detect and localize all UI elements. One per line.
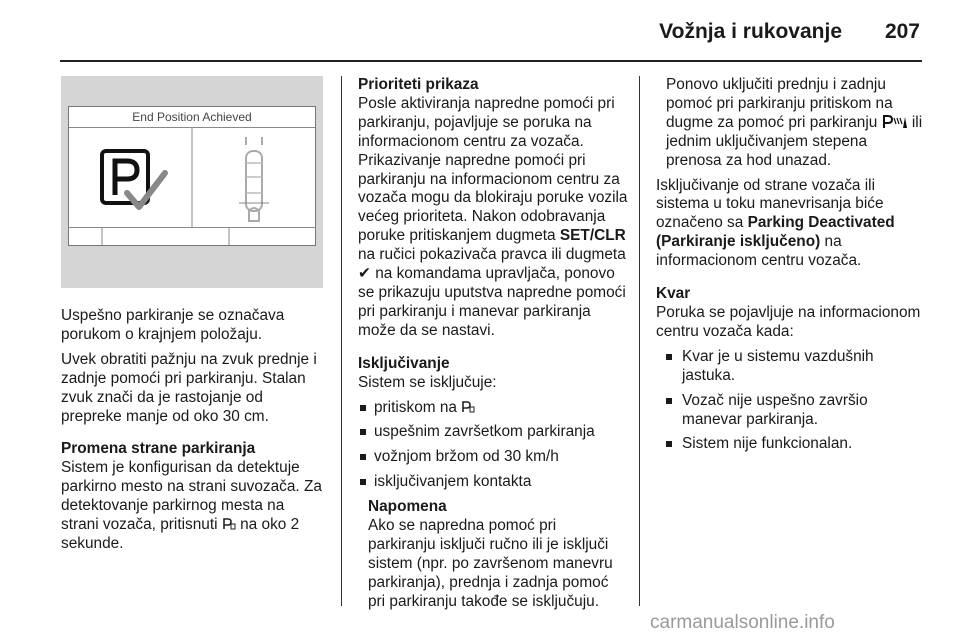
- car-top-view-icon: [69, 107, 315, 245]
- paragraph: Poruka se pojavljuje na informacionom centru vozača kada:: [656, 303, 921, 340]
- note-text: Ako se napredna pomoć pri parkiranju isključi ručno ili je isključi sistem (npr. po završenom manevru parkiranja), prednja i zadnja pomoć pri parkiranju takođe se isključuju.: [368, 517, 613, 610]
- column-2: [358, 76, 628, 612]
- parking-sensor-button-icon: [882, 114, 908, 129]
- column-divider-1: [341, 76, 342, 606]
- column-3: [656, 76, 926, 454]
- note-box: [358, 498, 628, 611]
- text-span: Sistem je konfigurisan da detektuje parkirno mesto na strani suvozača. Za detektovanje parkirnog mesta na strani vozača, pritisnuti: [61, 459, 322, 534]
- paragraph: [656, 76, 926, 171]
- list-item: [358, 399, 628, 418]
- page-header: [0, 0, 960, 62]
- text-span: Isključivanje od strane vozača ili sistema u toku manevrisanja biće označeno sa: [656, 176, 884, 232]
- page-number: 207: [884, 20, 920, 43]
- paragraph: Sistem se isključuje:: [358, 373, 497, 391]
- list-item: Kvar je u sistemu vazdušnih jastuka.: [656, 348, 926, 386]
- list-item: Vozač nije uspešno završio manevar parkiranja.: [656, 392, 926, 430]
- header-divider: [60, 60, 922, 62]
- info-display-screen: [68, 106, 316, 246]
- note-title: Napomena: [368, 498, 447, 516]
- text-span: na oko 2 sekunde.: [61, 516, 300, 552]
- text-span: na informacionom centru vozača.: [656, 233, 862, 270]
- parking-assist-button-icon: [461, 400, 475, 414]
- section-heading: Kvar: [656, 285, 691, 303]
- set-clr-label: SET/CLR: [559, 227, 626, 245]
- display-illustration: [61, 76, 323, 288]
- text-span: Posle aktiviranja napredne pomoći pri parkiranju, pojavljuje se poruka na informacionom centru za vozača. Prikazivanje napredne pomoći pri parkiranju na informacionom centru za vozača mogu da blokiraju poruke vozila većeg prioriteta. Nakon odobravanja poruke pritiskanjem dugmeta: [358, 94, 628, 245]
- list-item: isključivanjem kontakta: [358, 473, 628, 492]
- paragraph: [656, 177, 926, 272]
- text-span: ili jednim uključivanjem stepena prenosa za hod unazad.: [666, 113, 923, 169]
- paragraph: Uvek obratiti pažnju na zvuk prednje i zadnje pomoći pri parkiranju. Stalan zvuk znači da je rastojanje od prepreke manje od oko 30 cm.: [61, 350, 317, 425]
- list-item: vožnjom bržom od 30 km/h: [358, 448, 628, 467]
- watermark-text: carmanualsonline.info: [650, 612, 835, 633]
- parking-assist-button-icon: [222, 517, 236, 531]
- section-heading: Promena strane parkiranja: [61, 440, 256, 458]
- list-item: uspešnim završetkom parkiranja: [358, 423, 628, 442]
- checkmark-icon: ✔: [358, 265, 371, 283]
- text-span: Ponovo uključiti prednju i zadnju pomoć pri parkiranju pritiskom na dugme za pomoć pri parkiranju: [666, 76, 893, 131]
- section-heading: Isključivanje: [358, 354, 450, 372]
- text-span: pritiskom na: [374, 398, 457, 416]
- list-item: Sistem nije funkcionalan.: [656, 435, 926, 454]
- text-span: na komandama upravljača, ponovo se prikazuju uputstva napredne pomoći pri parkiranju i manevar parkiranja može da se nastavi.: [358, 265, 626, 339]
- screen-bottom-bar: [69, 227, 315, 246]
- paragraph: [61, 459, 323, 554]
- paragraph: Uspešno parkiranje se označava porukom o krajnjem položaju.: [61, 307, 285, 343]
- column-divider-2: [639, 76, 640, 606]
- screen-title: End Position Achieved: [69, 107, 315, 128]
- section-heading: Prioriteti prikaza: [358, 76, 479, 93]
- paragraph: [358, 95, 628, 341]
- message-label: Parking Deactivated (Parkiranje isključeno): [656, 214, 895, 251]
- column-1: [61, 76, 323, 554]
- text-span: na ručici pokazivača pravca ili dugmeta: [358, 246, 626, 264]
- section-title: Vožnja i rukovanje: [659, 20, 842, 43]
